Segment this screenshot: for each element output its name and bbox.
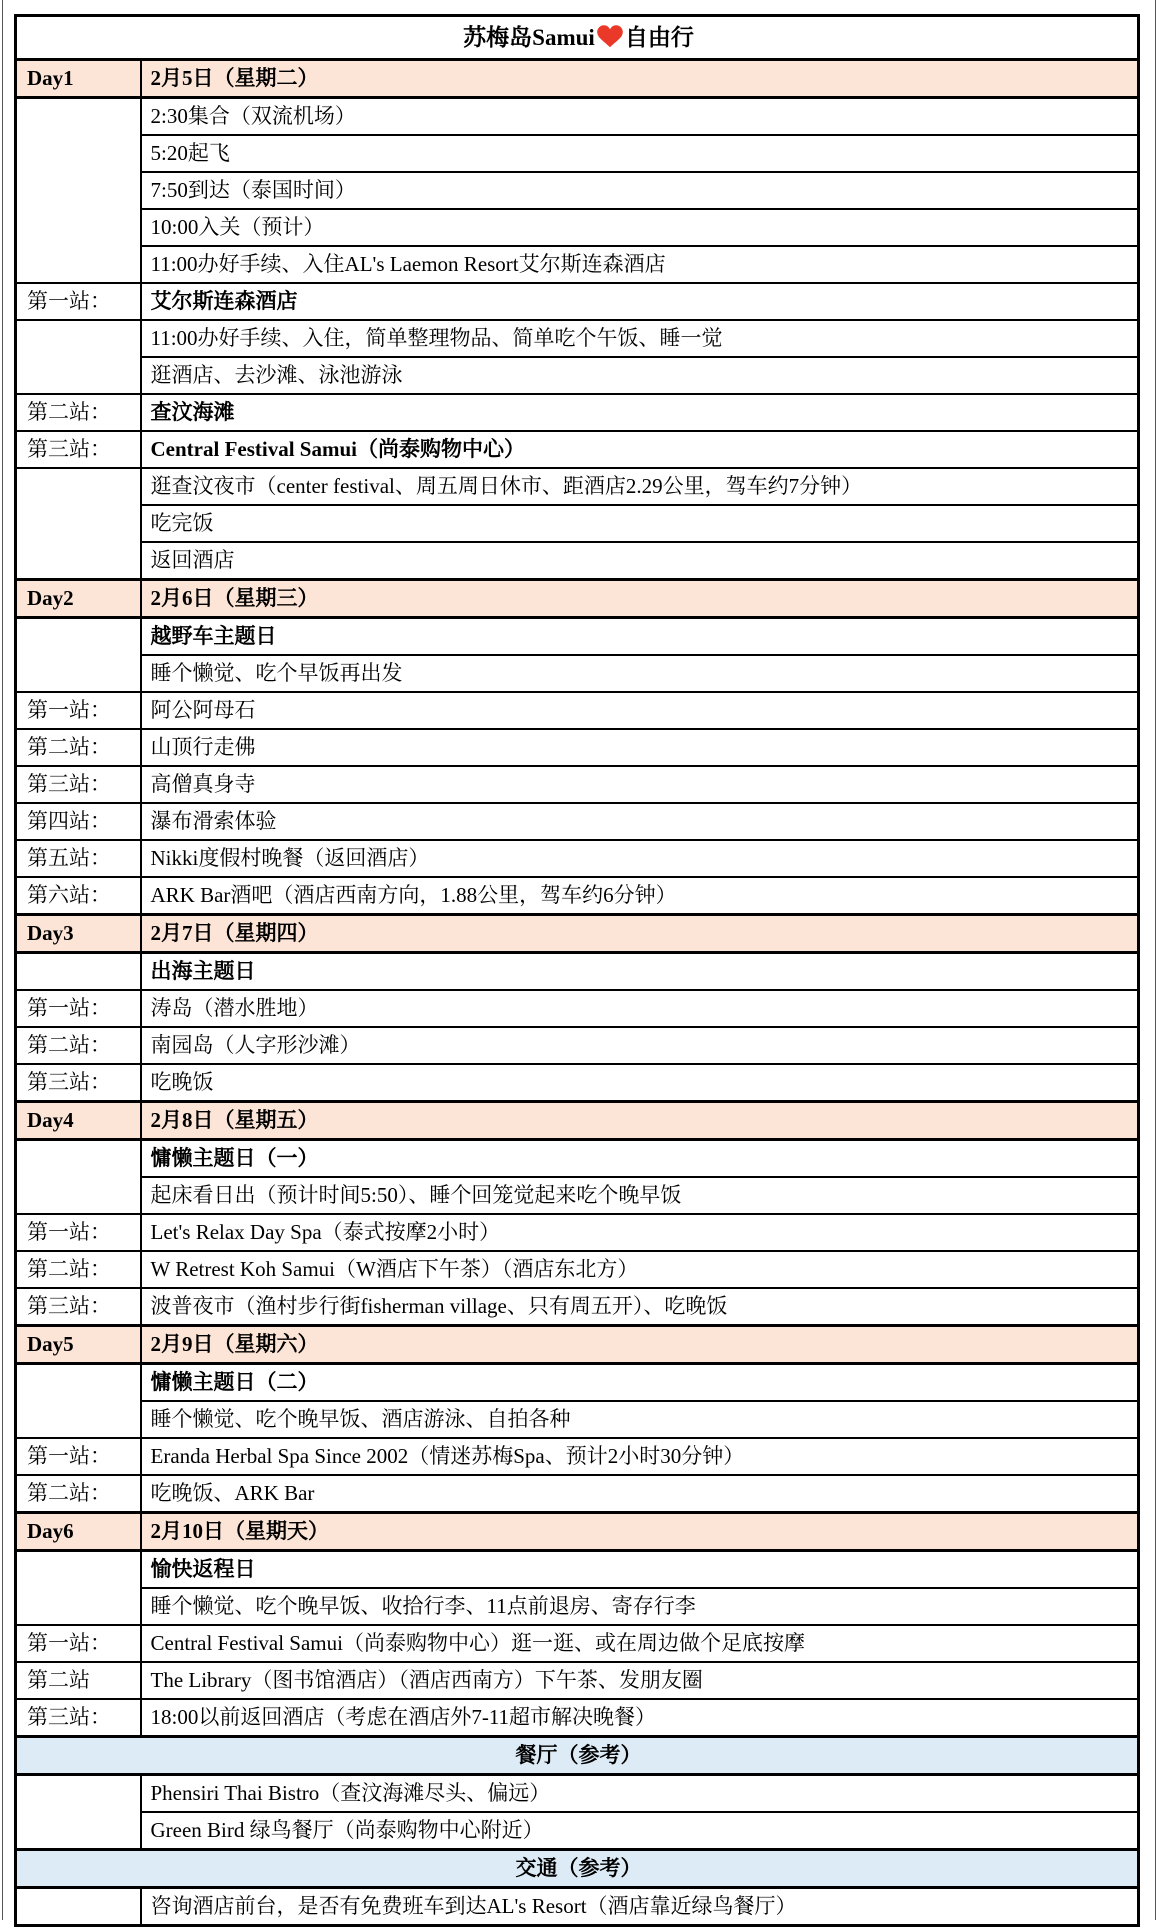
activity-cell: 山顶行走佛 bbox=[141, 729, 1139, 766]
activity-cell: 出海主题日 bbox=[141, 953, 1139, 991]
day-label-cell: Day1 bbox=[16, 60, 141, 98]
station-label-cell: 第三站： bbox=[16, 1064, 141, 1102]
activity-cell: 愉快返程日 bbox=[141, 1551, 1139, 1589]
left-spacer-cell bbox=[16, 1140, 141, 1215]
itinerary-row bbox=[16, 1775, 1139, 1813]
station-label-cell: 第一站： bbox=[16, 692, 141, 729]
itinerary-row bbox=[16, 1214, 1139, 1251]
activity-cell: 越野车主题日 bbox=[141, 618, 1139, 656]
activity-cell: 咨询酒店前台，是否有免费班车到达AL's Resort（酒店靠近绿鸟餐厅） bbox=[141, 1888, 1139, 1926]
day-label-cell: Day3 bbox=[16, 915, 141, 953]
activity-cell: 7:50到达（泰国时间） bbox=[141, 172, 1139, 209]
activity-cell: ARK Bar酒吧（酒店西南方向，1.88公里，驾车约6分钟） bbox=[141, 877, 1139, 915]
itinerary-row bbox=[16, 283, 1139, 320]
activity-cell: 11:00办好手续、入住，简单整理物品、简单吃个午饭、睡一觉 bbox=[141, 320, 1139, 357]
activity-cell: Eranda Herbal Spa Since 2002（情迷苏梅Spa、预计2小时30分钟） bbox=[141, 1438, 1139, 1475]
activity-cell: 5:20起飞 bbox=[141, 135, 1139, 172]
activity-cell: 吃晚饭、ARK Bar bbox=[141, 1475, 1139, 1513]
station-label-cell: 第三站： bbox=[16, 766, 141, 803]
activity-cell: 慵懒主题日（二） bbox=[141, 1364, 1139, 1402]
left-spacer-cell bbox=[16, 1551, 141, 1626]
left-spacer-cell bbox=[16, 98, 141, 284]
date-cell: 2月6日（星期三） bbox=[141, 580, 1139, 618]
station-label-cell: 第四站： bbox=[16, 803, 141, 840]
activity-cell: 瀑布滑索体验 bbox=[141, 803, 1139, 840]
left-spacer-cell bbox=[16, 468, 141, 580]
itinerary-table-body bbox=[16, 16, 1139, 1926]
station-label-cell: 第二站： bbox=[16, 729, 141, 766]
section-header-row bbox=[16, 1850, 1139, 1888]
day-label-cell: Day6 bbox=[16, 1513, 141, 1551]
date-cell: 2月7日（星期四） bbox=[141, 915, 1139, 953]
title-text-post: 自由行 bbox=[624, 25, 694, 51]
left-spacer-cell bbox=[16, 1775, 141, 1850]
station-label-cell: 第一站： bbox=[16, 990, 141, 1027]
left-spacer-cell bbox=[16, 618, 141, 693]
itinerary-row bbox=[16, 655, 1139, 692]
itinerary-row bbox=[16, 1699, 1139, 1737]
itinerary-row bbox=[16, 1662, 1139, 1699]
date-cell: 2月8日（星期五） bbox=[141, 1102, 1139, 1140]
day-header-row bbox=[16, 1513, 1139, 1551]
itinerary-row bbox=[16, 766, 1139, 803]
itinerary-row bbox=[16, 953, 1139, 991]
activity-cell: Let's Relax Day Spa（泰式按摩2小时） bbox=[141, 1214, 1139, 1251]
itinerary-row bbox=[16, 1027, 1139, 1064]
day-label-cell: Day2 bbox=[16, 580, 141, 618]
day-label-cell: Day4 bbox=[16, 1102, 141, 1140]
activity-cell: 波普夜市（渔村步行街fisherman village、只有周五开）、吃晚饭 bbox=[141, 1288, 1139, 1326]
itinerary-row bbox=[16, 1251, 1139, 1288]
activity-cell: Central Festival Samui（尚泰购物中心）逛一逛、或在周边做个足底按摩 bbox=[141, 1625, 1139, 1662]
itinerary-row bbox=[16, 505, 1139, 542]
itinerary-row bbox=[16, 1588, 1139, 1625]
activity-cell: 逛查汶夜市（center festival、周五周日休市、距酒店2.29公里，驾车约7分钟） bbox=[141, 468, 1139, 505]
station-label-cell: 第六站： bbox=[16, 877, 141, 915]
activity-cell: 南园岛（人字形沙滩） bbox=[141, 1027, 1139, 1064]
activity-cell: Phensiri Thai Bistro（查汶海滩尽头、偏远） bbox=[141, 1775, 1139, 1813]
itinerary-row bbox=[16, 1177, 1139, 1214]
activity-cell: 10:00入关（预计） bbox=[141, 209, 1139, 246]
station-label-cell: 第一站： bbox=[16, 1214, 141, 1251]
itinerary-row bbox=[16, 357, 1139, 394]
itinerary-row bbox=[16, 468, 1139, 505]
date-cell: 2月9日（星期六） bbox=[141, 1326, 1139, 1364]
itinerary-row bbox=[16, 431, 1139, 468]
station-label-cell: 第一站： bbox=[16, 1438, 141, 1475]
itinerary-row bbox=[16, 209, 1139, 246]
activity-cell: 涛岛（潜水胜地） bbox=[141, 990, 1139, 1027]
date-cell: 2月10日（星期天） bbox=[141, 1513, 1139, 1551]
activity-cell: 2:30集合（双流机场） bbox=[141, 98, 1139, 136]
day-header-row bbox=[16, 1326, 1139, 1364]
activity-cell: 吃完饭 bbox=[141, 505, 1139, 542]
section-header: 餐厅（参考） bbox=[16, 1737, 1139, 1775]
station-label-cell: 第二站 bbox=[16, 1662, 141, 1699]
activity-cell: 睡个懒觉、吃个晚早饭、酒店游泳、自拍各种 bbox=[141, 1401, 1139, 1438]
itinerary-row bbox=[16, 1438, 1139, 1475]
itinerary-row bbox=[16, 877, 1139, 915]
activity-cell: 11:00办好手续、入住AL's Laemon Resort艾尔斯连森酒店 bbox=[141, 246, 1139, 283]
title-row bbox=[16, 16, 1139, 60]
day-header-row bbox=[16, 1102, 1139, 1140]
section-header: 交通（参考） bbox=[16, 1850, 1139, 1888]
activity-cell: 睡个懒觉、吃个晚早饭、收拾行李、11点前退房、寄存行李 bbox=[141, 1588, 1139, 1625]
itinerary-row bbox=[16, 729, 1139, 766]
title-text-pre: 苏梅岛Samui bbox=[463, 25, 595, 51]
itinerary-row bbox=[16, 1064, 1139, 1102]
station-label-cell: 第三站： bbox=[16, 1699, 141, 1737]
itinerary-row bbox=[16, 542, 1139, 580]
station-label-cell: 第二站： bbox=[16, 394, 141, 431]
day-label-cell: Day5 bbox=[16, 1326, 141, 1364]
itinerary-row bbox=[16, 692, 1139, 729]
itinerary-row bbox=[16, 172, 1139, 209]
section-header-row bbox=[16, 1737, 1139, 1775]
activity-cell: 吃晚饭 bbox=[141, 1064, 1139, 1102]
itinerary-row bbox=[16, 1401, 1139, 1438]
sheet-gridline-right bbox=[1155, 0, 1156, 1920]
itinerary-row bbox=[16, 618, 1139, 656]
station-label-cell: 第一站： bbox=[16, 1625, 141, 1662]
day-header-row bbox=[16, 915, 1139, 953]
day-header-row bbox=[16, 580, 1139, 618]
day-header-row bbox=[16, 60, 1139, 98]
activity-cell: 高僧真身寺 bbox=[141, 766, 1139, 803]
activity-cell: 查汶海滩 bbox=[141, 394, 1139, 431]
sheet-gridline-left bbox=[2, 0, 3, 1920]
itinerary-row bbox=[16, 135, 1139, 172]
activity-cell: 艾尔斯连森酒店 bbox=[141, 283, 1139, 320]
page-title bbox=[16, 16, 1139, 60]
left-spacer-cell bbox=[16, 953, 141, 991]
itinerary-row bbox=[16, 246, 1139, 283]
station-label-cell: 第一站： bbox=[16, 283, 141, 320]
left-spacer-cell bbox=[16, 320, 141, 394]
activity-cell: 18:00以前返回酒店（考虑在酒店外7-11超市解决晚餐） bbox=[141, 1699, 1139, 1737]
itinerary-row bbox=[16, 803, 1139, 840]
station-label-cell: 第二站： bbox=[16, 1475, 141, 1513]
activity-cell: 返回酒店 bbox=[141, 542, 1139, 580]
itinerary-row bbox=[16, 394, 1139, 431]
itinerary-table bbox=[14, 14, 1140, 1927]
itinerary-row bbox=[16, 840, 1139, 877]
itinerary-row bbox=[16, 1812, 1139, 1850]
itinerary-row bbox=[16, 1475, 1139, 1513]
left-spacer-cell bbox=[16, 1364, 141, 1439]
itinerary-row bbox=[16, 1551, 1139, 1589]
date-cell: 2月5日（星期二） bbox=[141, 60, 1139, 98]
itinerary-row bbox=[16, 1364, 1139, 1402]
activity-cell: 起床看日出（预计时间5:50）、睡个回笼觉起来吃个晚早饭 bbox=[141, 1177, 1139, 1214]
red-heart-icon bbox=[597, 24, 623, 48]
activity-cell: 睡个懒觉、吃个早饭再出发 bbox=[141, 655, 1139, 692]
station-label-cell: 第五站： bbox=[16, 840, 141, 877]
activity-cell: Central Festival Samui（尚泰购物中心） bbox=[141, 431, 1139, 468]
itinerary-row bbox=[16, 1288, 1139, 1326]
station-label-cell: 第二站： bbox=[16, 1027, 141, 1064]
itinerary-row bbox=[16, 990, 1139, 1027]
itinerary-row bbox=[16, 320, 1139, 357]
activity-cell: 阿公阿母石 bbox=[141, 692, 1139, 729]
station-label-cell: 第二站： bbox=[16, 1251, 141, 1288]
activity-cell: 慵懒主题日（一） bbox=[141, 1140, 1139, 1178]
activity-cell: The Library（图书馆酒店）（酒店西南方）下午茶、发朋友圈 bbox=[141, 1662, 1139, 1699]
station-label-cell: 第三站： bbox=[16, 1288, 141, 1326]
itinerary-row bbox=[16, 98, 1139, 136]
station-label-cell: 第三站： bbox=[16, 431, 141, 468]
activity-cell: 逛酒店、去沙滩、泳池游泳 bbox=[141, 357, 1139, 394]
activity-cell: W Retrest Koh Samui（W酒店下午茶）（酒店东北方） bbox=[141, 1251, 1139, 1288]
activity-cell: Green Bird 绿鸟餐厅（尚泰购物中心附近） bbox=[141, 1812, 1139, 1850]
itinerary-row bbox=[16, 1625, 1139, 1662]
itinerary-row bbox=[16, 1140, 1139, 1178]
activity-cell: Nikki度假村晚餐（返回酒店） bbox=[141, 840, 1139, 877]
